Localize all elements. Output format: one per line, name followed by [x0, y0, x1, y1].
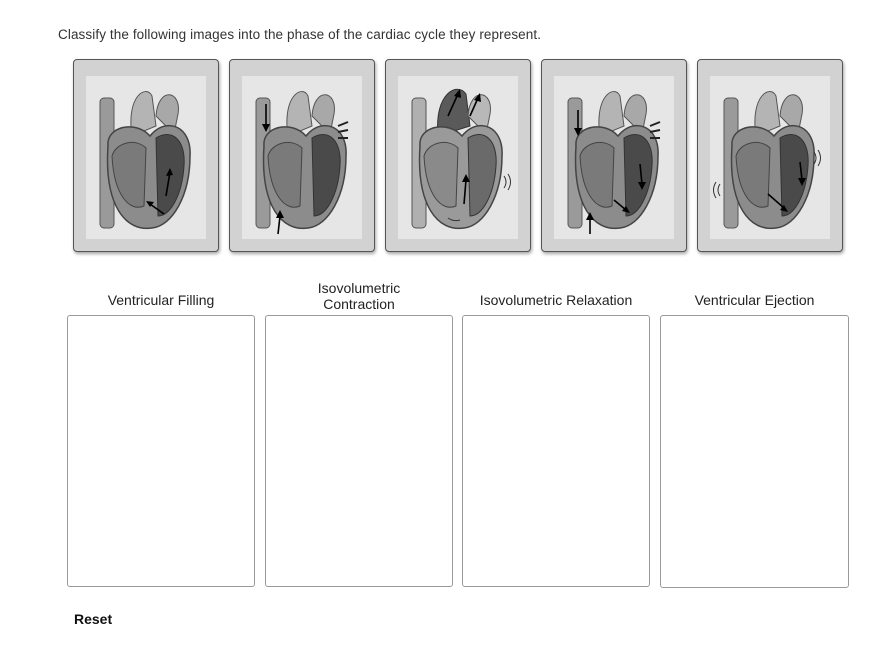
- drop-zone-ventricular-ejection[interactable]: [660, 315, 849, 588]
- zone-label-ventricular-filling: Ventricular Filling: [107, 292, 215, 308]
- heart-card-3[interactable]: [385, 59, 531, 252]
- heart-diagram-icon: [86, 76, 206, 239]
- drop-zone-ventricular-filling[interactable]: [67, 315, 255, 587]
- heart-card-4[interactable]: [541, 59, 687, 252]
- zone-label-line2: Contraction: [323, 296, 395, 312]
- reset-button[interactable]: Reset: [74, 611, 113, 627]
- heart-diagram-icon: [242, 76, 362, 239]
- heart-diagram-icon: [710, 76, 830, 239]
- zone-label-isovolumetric-relaxation: Isovolumetric Relaxation: [479, 292, 633, 308]
- drop-zone-isovolumetric-relaxation[interactable]: [462, 315, 650, 587]
- heart-diagram-icon: [554, 76, 674, 239]
- zone-label-isovolumetric-contraction: [265, 280, 453, 312]
- heart-diagram-icon: [398, 76, 518, 239]
- heart-card-1[interactable]: [73, 59, 219, 252]
- heart-card-5[interactable]: [697, 59, 843, 252]
- heart-card-2[interactable]: [229, 59, 375, 252]
- drop-zone-isovolumetric-contraction[interactable]: [265, 315, 453, 587]
- zone-label-line1: Isovolumetric: [317, 280, 401, 296]
- instruction-text: Classify the following images into the phase of the cardiac cycle they represent.: [58, 27, 542, 42]
- zone-label-ventricular-ejection: Ventricular Ejection: [694, 292, 815, 308]
